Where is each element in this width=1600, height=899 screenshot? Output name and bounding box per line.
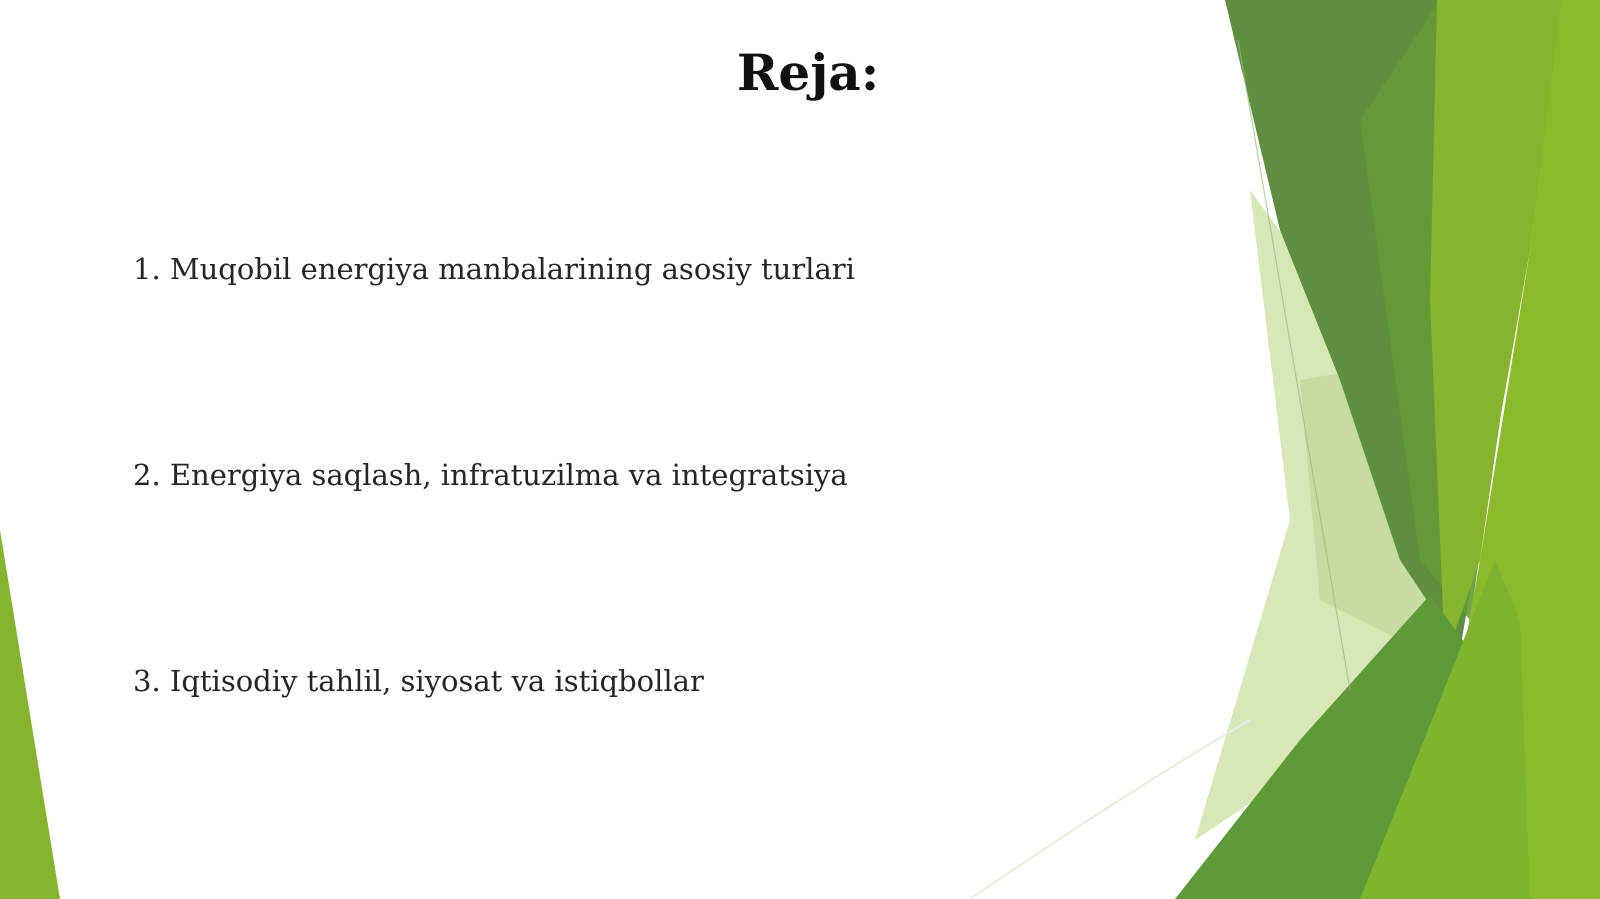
left-green-strip [0,530,60,899]
plan-item-1: 1. Muqobil energiya manbalarining asosiy turlari [133,252,855,286]
plan-item-3: 3. Iqtisodiy tahlil, siyosat va istiqbollar [133,664,704,698]
slide-title: Reja: [736,43,880,102]
plan-item-2: 2. Energiya saqlash, infratuzilma va integratsiya [133,458,848,492]
